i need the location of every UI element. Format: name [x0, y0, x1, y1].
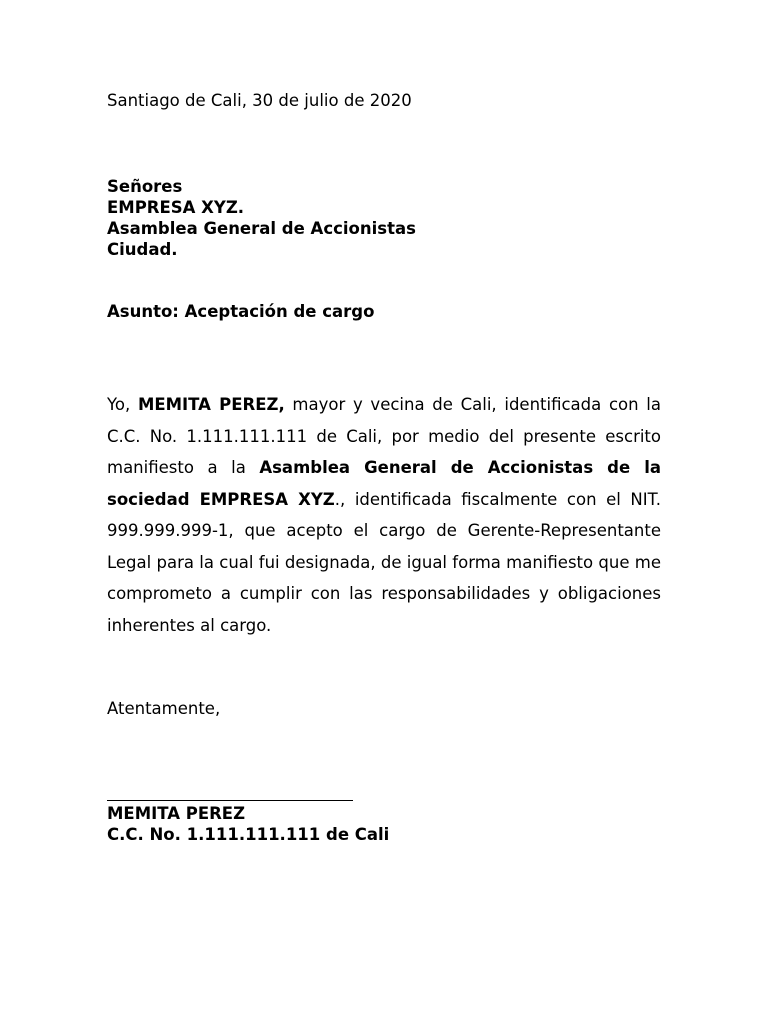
recipient-body: Asamblea General de Accionistas	[107, 219, 416, 238]
date-line: Santiago de Cali, 30 de julio de 2020	[107, 91, 412, 110]
body-signer-name: MEMITA PEREZ,	[137, 395, 285, 414]
body-text-end: ., identificada fiscalmente con el NIT. 999.999.999-1, que acepto el cargo de Gerente-Representante Legal para la cual fui designada, de igual forma manifiesto que me comprometo a cumplir con las responsabilidades y obligaciones inherentes al cargo.	[107, 489, 662, 635]
signature-block	[107, 803, 389, 845]
signature-line	[107, 800, 353, 801]
subject-line: Asunto: Aceptación de cargo	[107, 302, 375, 321]
recipient-company: EMPRESA XYZ.	[107, 198, 245, 217]
body-assembly-name: Asamblea General de Accionistas de la sociedad EMPRESA XYZ	[107, 458, 661, 509]
recipient-block	[107, 176, 416, 260]
signature-id: C.C. No. 1.111.111.111 de Cali	[107, 825, 390, 844]
closing-line: Atentamente,	[107, 699, 221, 718]
body-intro: Yo,	[107, 395, 138, 414]
letter-body	[107, 389, 661, 641]
recipient-salutation: Señores	[107, 177, 183, 196]
body-text-middle: mayor y vecina de Cali, identificada con la C.C. No. 1.111.111.111 de Cali, por medio del presente escrito manifiesto a la	[107, 395, 661, 477]
recipient-city: Ciudad.	[107, 240, 178, 259]
signature-name: MEMITA PEREZ	[107, 804, 246, 823]
